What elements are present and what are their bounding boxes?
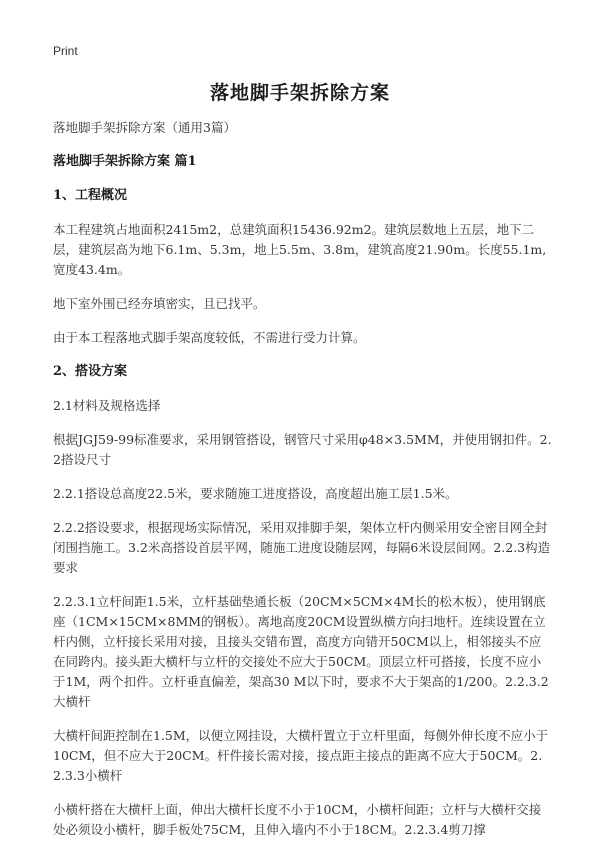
paragraph: 大横杆间距控制在1.5M，以便立网挂设，大横杆置立于立杆里面，每侧外伸长度不应小于10CM，但不应大于20CM。杆件接长需对接，接点距主接点的距离不应大于50CM。2.2.3.3小横杆 bbox=[53, 728, 549, 783]
paragraph: 小横杆搭在大横杆上面，伸出大横杆长度不小于10CM，小横杆间距；立杆与大横杆交接处必须设小横杆，脚手板处75CM，且伸入墙内不小于18CM。2.2.3.4剪刀撑 bbox=[53, 802, 542, 837]
paragraph: 本工程建筑占地面积2415m2，总建筑面积15436.92m2。建筑层数地上五层，地下二层，建筑层高为地下6.1m、5.3m，地上5.5m、3.8m，建筑高度21.90m。长度55.1m,宽度43.4m。 bbox=[53, 222, 547, 277]
document-subtitle: 落地脚手架拆除方案（通用3篇） bbox=[53, 120, 236, 135]
print-label: Print bbox=[53, 44, 78, 58]
paragraph: 2.2.3.1立杆间距1.5米，立杆基础垫通长板（20CM×5CM×4M长的松木板），使用钢底座（1CM×15CM×8MM的钢板）。离地高度20CM设置纵横方向扫地杆。连续设置在立杆内侧，立杆接长采用对接，且接头交错布置，高度方向错开50CM以上，相邻接头不应在同跨内。接头距大横杆与立杆的交接处不应大于50CM。顶层立杆可搭接，长度不应小于1M，两个扣件。立杆垂直偏差，架高30 M以下时，要求不大于架高的1/200。2.2.3.2大横杆 bbox=[53, 594, 549, 709]
paragraph: 根据JGJ59-99标准要求，采用钢管搭设，钢管尺寸采用φ48×3.5MM，并使用钢扣件。2.2搭设尺寸 bbox=[53, 432, 552, 467]
paragraph: 2.1材料及规格选择 bbox=[53, 398, 161, 413]
paragraph: 地下室外围已经夯填密实，且已找平。 bbox=[53, 296, 266, 311]
heading-erection-plan: 2、搭设方案 bbox=[53, 364, 128, 379]
section-title: 落地脚手架拆除方案 篇1 bbox=[53, 154, 197, 169]
page-title: 落地脚手架拆除方案 bbox=[209, 82, 390, 104]
heading-project-overview: 1、工程概况 bbox=[53, 188, 128, 203]
document-body bbox=[53, 118, 553, 854]
paragraph: 2.2.2搭设要求，根据现场实际情况，采用双排脚手架，架体立杆内侧采用安全密目网全封闭围挡施工。3.2米高搭设首层平网，随施工进度设随层网，每隔6米设层间网。2.2.3构造要求 bbox=[53, 520, 551, 575]
paragraph: 由于本工程落地式脚手架高度较低，不需进行受力计算。 bbox=[53, 330, 366, 345]
paragraph: 2.2.1搭设总高度22.5米，要求随施工进度搭设，高度超出施工层1.5米。 bbox=[53, 486, 458, 501]
